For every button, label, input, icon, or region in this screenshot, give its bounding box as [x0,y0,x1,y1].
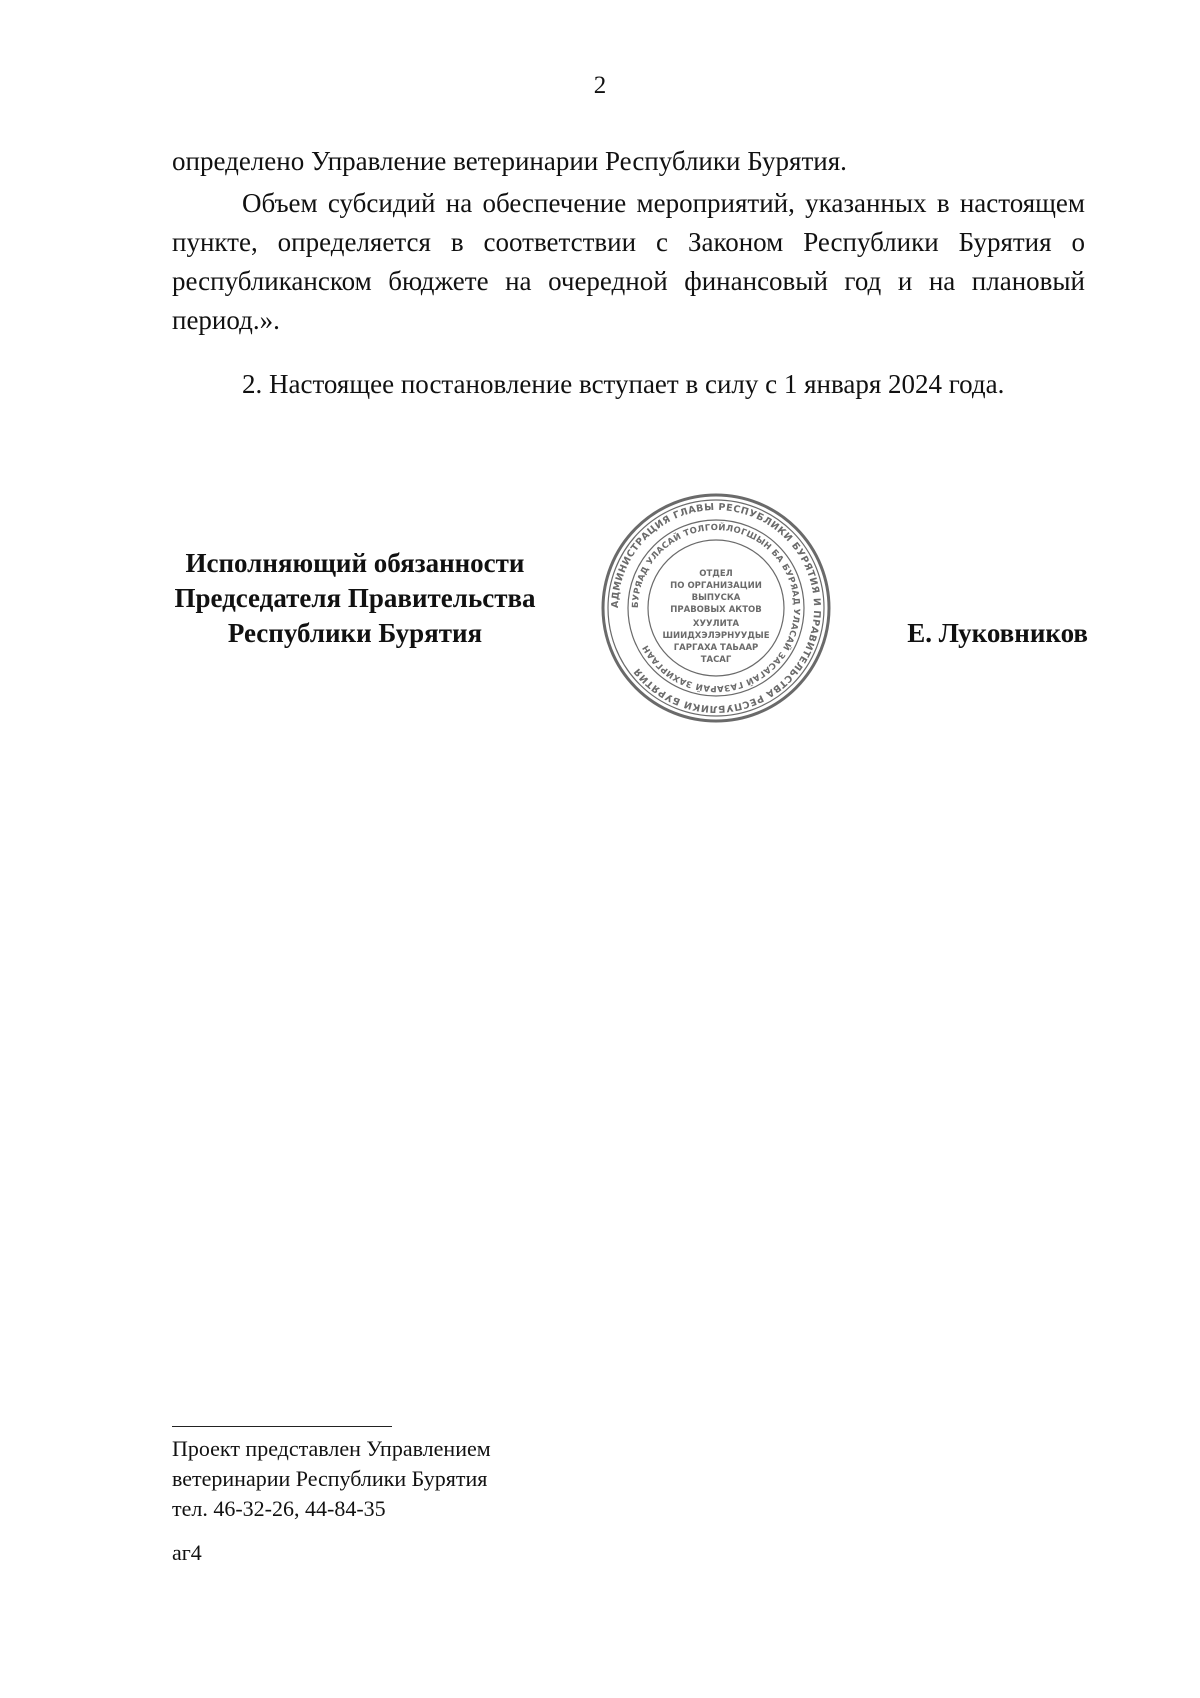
signer-title-line-1: Исполняющий обязанности [185,548,525,578]
seal-center-line-1: ОТДЕЛ [699,569,733,579]
footnote-line-1: Проект представлен Управлением [172,1436,491,1461]
paragraph-1 [172,142,1085,181]
paragraph-1-text: определено Управление ветеринарии Республики Бурятия. [172,146,847,176]
page-number: 2 [593,72,607,99]
seal-center-line-7: ГАРГАХА ТАЬААР [673,643,759,653]
footnote-line-2: ветеринарии Республики Бурятия [172,1466,488,1491]
seal-outer-text: АДМИНИСТРАЦИЯ ГЛАВЫ РЕСПУБЛИКИ БУРЯТИЯ И ПРАВИТЕЛЬСТВА РЕСПУБЛИКИ БУРЯТИЯ [609,501,823,715]
seal-graphic [600,492,832,724]
paragraph-2 [172,184,1085,340]
signer-title-line-3: Республики Бурятия [227,618,483,648]
paragraph-2-text: Объем субсидий на обеспечение мероприятий, указанных в настоящем пункте, определяется в соответствии с Законом Республики Бурятия о республиканском бюджете на очередной финансовый год и на плановый период.». [172,188,1085,335]
seal-inner-text: БУРЯАД УЛАСАЙ ТОЛГОЙЛОГШЫН БА БУРЯАД УЛАСАЙ ЗАСАГАЙ ГАЗАРАЙ ЗАХИРГААН [630,522,802,694]
seal-center-line-8: ТАСАГ [700,655,732,665]
paragraph-3 [172,365,1085,404]
signer-name: Е. Луковников [907,618,1088,648]
seal-center-line-4: ПРАВОВЫХ АКТОВ [670,605,762,615]
footnote-line-3: тел. 46-32-26, 44-84-35 [172,1496,386,1521]
seal-center-line-6: ШИИДХЭЛЭРНУУДЫЕ [662,631,770,641]
paragraph-3-text: 2. Настоящее постановление вступает в силу с 1 января 2024 года. [242,369,1005,399]
seal-center-line-5: ХУУЛИТА [692,619,740,629]
signer-title [140,546,570,651]
official-seal-icon [600,492,832,724]
signer-title-line-2: Председателя Правительства [174,583,536,613]
seal-center-line-2: ПО ОРГАНИЗАЦИИ [670,581,762,591]
document-code: аг4 [172,1540,202,1565]
footnote [172,1434,491,1524]
seal-center-line-3: ВЫПУСКА [691,593,741,603]
footnote-divider [172,1426,392,1427]
